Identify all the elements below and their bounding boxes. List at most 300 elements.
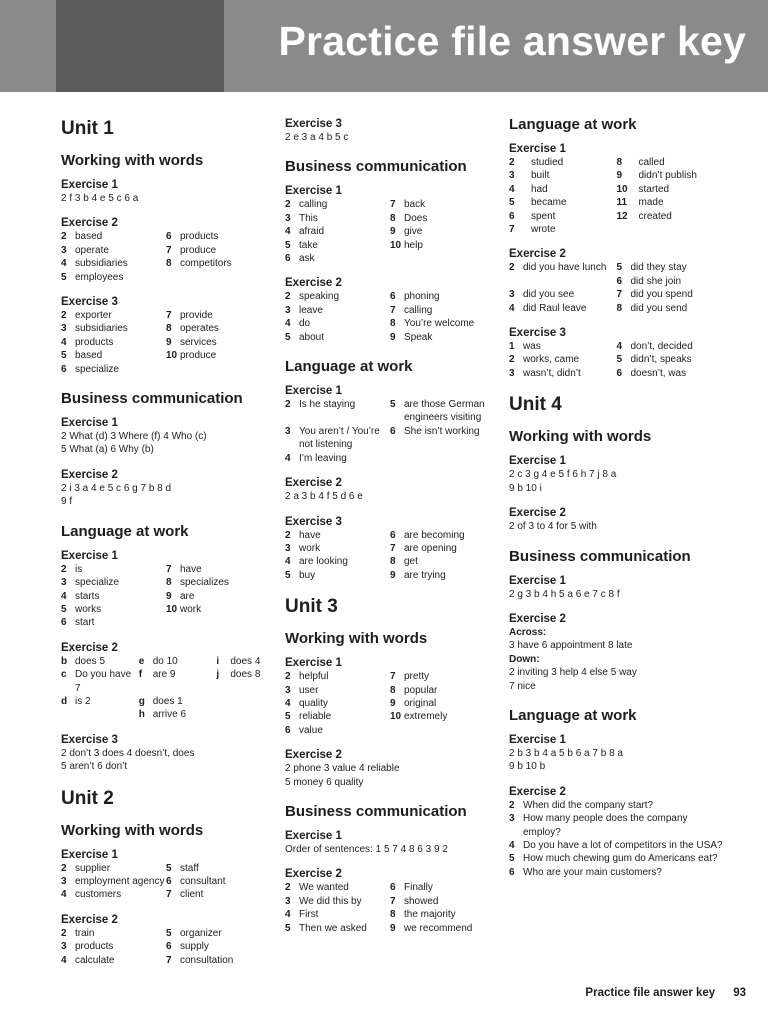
answer-row [61, 875, 271, 888]
item-answer: Speak [404, 331, 433, 343]
answer-item [285, 252, 390, 265]
section-heading: Working with words [509, 428, 652, 446]
item-answer [639, 223, 725, 236]
item-answer: popular [404, 684, 438, 696]
item-answer: extremely [404, 711, 448, 723]
item-answer: user [299, 684, 319, 696]
answer-item [617, 156, 725, 169]
item-number: 5 [509, 197, 515, 209]
item-answer: had [531, 183, 548, 195]
item-answer: provide [180, 310, 213, 322]
item-answer: was [523, 341, 541, 353]
answer-line: 5 money 6 quality [285, 776, 364, 788]
answer-row [61, 927, 271, 940]
answer-row [61, 940, 271, 953]
item-answer: products [180, 231, 219, 243]
item-number: 9 [390, 922, 396, 934]
answer-line: 5 aren’t 6 don’t [61, 761, 128, 773]
answer-line: 2 phone 3 value 4 reliable [285, 763, 400, 775]
answer-item [509, 288, 617, 301]
answer-item [216, 668, 271, 695]
item-number: 3 [285, 425, 291, 437]
item-number: 8 [166, 323, 172, 335]
item-number: 4 [509, 839, 515, 851]
item-answer: start [75, 617, 95, 629]
answer-line: 2 don’t 3 does 4 doesn’t, does [61, 747, 195, 759]
answer-item [390, 529, 495, 542]
answer-row [285, 317, 495, 330]
item-number: 5 [61, 603, 67, 615]
page-footer [585, 987, 746, 999]
answer-item [61, 576, 166, 589]
answer-item [390, 555, 495, 568]
answer-block [61, 430, 271, 457]
item-number: 4 [285, 909, 291, 921]
item-number: 3 [285, 542, 291, 554]
answer-line: 7 nice [509, 680, 536, 692]
answer-grid [285, 398, 495, 465]
section-heading: Working with words [61, 821, 204, 839]
answer-item [166, 309, 271, 322]
answer-item [285, 290, 390, 303]
exercise-label: Exercise 3 [285, 515, 342, 528]
answer-item [285, 398, 390, 425]
answer-row [285, 908, 495, 921]
page-number: 93 [733, 987, 746, 999]
answer-item [509, 169, 617, 182]
item-answer [523, 275, 617, 288]
answer-row [61, 322, 271, 335]
item-answer: Who are your main customers? [523, 866, 662, 878]
answer-item [285, 670, 390, 683]
item-answer [180, 616, 271, 629]
answer-item [61, 336, 166, 349]
answer-row [285, 304, 495, 317]
answer-row [285, 697, 495, 710]
item-answer: did you have lunch [523, 262, 607, 274]
answer-item [166, 940, 271, 953]
answer-row [509, 302, 724, 315]
item-letter: f [138, 669, 143, 681]
answer-item [617, 302, 725, 315]
item-number: 5 [285, 331, 291, 343]
item-answer: She isn’t working [404, 425, 480, 437]
section-heading: Business communication [285, 158, 467, 176]
answer-line: 2 f 3 b 4 e 5 c 6 a [61, 193, 139, 204]
answer-row [285, 569, 495, 582]
section-heading: Business communication [509, 547, 691, 565]
item-number [166, 616, 180, 629]
answer-row [285, 670, 495, 683]
answer-grid [61, 230, 271, 284]
item-number: 9 [166, 336, 172, 348]
answer-row [285, 881, 495, 894]
header-band-dark [56, 0, 224, 92]
item-answer: You aren’t / You’re not listening [299, 425, 380, 451]
item-answer: Finally [404, 882, 433, 894]
answer-item [285, 922, 390, 935]
answer-item [285, 317, 390, 330]
answer-item [166, 954, 271, 967]
answer-row [285, 225, 495, 238]
item-number: 5 [285, 922, 291, 934]
answer-item [285, 684, 390, 697]
answer-row [509, 353, 724, 366]
item-number [166, 363, 180, 376]
item-number: 8 [390, 212, 396, 224]
item-answer: are trying [404, 569, 446, 581]
item-answer: competitors [180, 258, 232, 270]
answer-item [509, 196, 617, 209]
item-number: 6 [166, 941, 172, 953]
item-answer: we recommend [404, 922, 473, 934]
item-number: 6 [166, 231, 172, 243]
item-answer [75, 708, 139, 721]
unit-title: Unit 4 [509, 394, 562, 416]
answer-item [390, 212, 495, 225]
item-number: 2 [285, 199, 291, 211]
section-heading: Business communication [61, 390, 243, 408]
item-number [390, 724, 404, 737]
exercise-label: Exercise 2 [509, 612, 566, 625]
exercise-label: Exercise 1 [509, 733, 566, 746]
answer-line: 3 have 6 appointment 8 late [509, 640, 633, 652]
answer-item [390, 542, 495, 555]
item-answer: are becoming [404, 529, 465, 541]
item-number: 3 [61, 244, 67, 256]
answer-row [61, 244, 271, 257]
item-answer: quality [299, 697, 328, 709]
exercise-label: Exercise 1 [509, 455, 566, 468]
answer-row [61, 349, 271, 362]
answer-item [216, 708, 271, 721]
answer-row [509, 799, 724, 812]
answer-item [390, 881, 495, 894]
footer-label: Practice file answer key [585, 987, 716, 999]
item-number: 10 [390, 711, 402, 723]
answer-item [61, 616, 166, 629]
section-heading: Language at work [509, 706, 637, 724]
answer-line: Order of sentences: 1 5 7 4 8 6 3 9 2 [285, 843, 448, 855]
item-number: 4 [509, 183, 515, 195]
answer-row [61, 590, 271, 603]
answer-item [285, 198, 390, 211]
section-heading: Language at work [285, 358, 413, 376]
item-answer: does 1 [152, 695, 183, 707]
item-number: 9 [390, 697, 396, 709]
answer-item [390, 670, 495, 683]
answer-item [285, 555, 390, 568]
item-number: 7 [390, 199, 396, 211]
item-answer: are looking [299, 556, 348, 568]
answer-line: 9 b 10 b [509, 761, 546, 773]
exercise-label: Exercise 2 [285, 868, 342, 881]
item-answer: help [404, 239, 423, 251]
answer-item [390, 239, 495, 252]
answer-row [509, 210, 724, 223]
item-letter: g [138, 695, 145, 707]
item-answer: subsidiaries [75, 323, 128, 335]
exercise-label: Exercise 1 [61, 549, 118, 562]
item-answer: did you send [630, 302, 688, 314]
answer-row [509, 183, 724, 196]
exercise-label: Exercise 2 [509, 507, 566, 520]
answer-item [166, 563, 271, 576]
item-number: 6 [509, 866, 515, 878]
item-letter: e [138, 655, 145, 667]
item-answer: arrive 6 [152, 709, 187, 721]
answer-block [285, 762, 495, 789]
item-number: 5 [166, 862, 172, 874]
item-answer: We wanted [299, 882, 349, 894]
crossword-across-label: Across: [509, 626, 547, 638]
item-answer: value [299, 724, 323, 736]
answer-item [139, 708, 217, 721]
answer-item [390, 724, 495, 737]
exercise-label: Exercise 2 [61, 468, 118, 481]
section-heading: Language at work [509, 116, 637, 133]
exercise-label: Exercise 3 [61, 296, 118, 309]
answer-row [509, 852, 724, 865]
answer-list [509, 799, 724, 879]
answer-row [509, 367, 724, 380]
answer-row [61, 888, 271, 901]
answer-item [509, 156, 617, 169]
item-number: 4 [285, 697, 291, 709]
answer-item [617, 183, 725, 196]
item-answer: don’t, decided [630, 341, 693, 353]
item-answer: do [299, 318, 311, 330]
item-answer: specialize [75, 363, 119, 375]
item-answer: Then we asked [299, 922, 367, 934]
item-number: 6 [61, 617, 67, 629]
answer-grid [61, 309, 271, 376]
item-number: 12 [616, 210, 628, 222]
item-answer: did they stay [630, 262, 687, 274]
item-number: 6 [390, 291, 396, 303]
answer-row [509, 275, 724, 288]
item-number: 4 [285, 556, 291, 568]
answer-line: 2 i 3 a 4 e 5 c 6 g 7 b 8 d [61, 482, 172, 494]
item-answer: did she join [630, 275, 682, 287]
answer-row [61, 576, 271, 589]
answer-block [509, 626, 724, 693]
answer-row [61, 954, 271, 967]
answer-row [285, 239, 495, 252]
item-number: 2 [509, 354, 515, 366]
answer-item [390, 922, 495, 935]
unit-title: Unit 2 [61, 787, 114, 809]
item-answer: became [531, 197, 567, 209]
answer-item [166, 875, 271, 888]
item-answer: Do you have 7 [75, 669, 132, 694]
answer-item [285, 529, 390, 542]
answer-row [61, 603, 271, 616]
item-number: 7 [390, 671, 396, 683]
item-answer: supply [180, 941, 209, 953]
answer-row [61, 616, 271, 629]
answer-row [61, 668, 271, 695]
item-number: 3 [509, 289, 515, 301]
item-number: 9 [390, 226, 396, 238]
answer-item [285, 881, 390, 894]
item-answer: are opening [404, 542, 457, 554]
item-answer: works [75, 603, 102, 615]
answer-item [61, 655, 139, 668]
item-answer: subsidiaries [75, 258, 128, 270]
answer-row [285, 922, 495, 935]
answer-item [390, 198, 495, 211]
item-answer: take [299, 239, 318, 251]
item-number: 4 [61, 590, 67, 602]
item-answer: customers [75, 889, 122, 901]
answer-row [285, 212, 495, 225]
item-answer: didn’t publish [638, 170, 697, 182]
item-number: 2 [285, 882, 291, 894]
answer-item [61, 954, 166, 967]
answer-item [509, 353, 617, 366]
item-number: 6 [61, 363, 67, 375]
item-answer: supplier [75, 862, 111, 874]
item-number [390, 452, 404, 465]
item-answer: give [404, 226, 423, 238]
item-answer: organizer [180, 927, 222, 939]
answer-row [509, 866, 724, 879]
item-number: 5 [285, 239, 291, 251]
item-answer [180, 363, 271, 376]
item-number: 2 [61, 563, 67, 575]
item-answer: operates [180, 323, 219, 335]
item-answer: are 9 [152, 669, 176, 681]
item-answer: wasn’t, didn’t [523, 367, 581, 379]
item-answer: get [404, 556, 418, 568]
item-number: 3 [285, 304, 291, 316]
item-answer: did you see [523, 289, 575, 301]
answer-item [285, 239, 390, 252]
answer-item [216, 655, 271, 668]
crossword-down-label: Down: [509, 653, 540, 665]
item-answer: does 8 [230, 669, 261, 681]
item-letter: h [138, 709, 145, 721]
item-number: 5 [616, 262, 623, 274]
page-title: Practice file answer key [278, 18, 746, 64]
item-number [617, 223, 639, 236]
item-number: 7 [166, 563, 172, 575]
item-number: 9 [390, 569, 396, 581]
item-number: 8 [166, 258, 172, 270]
answer-row [61, 708, 271, 721]
item-answer: I’m leaving [299, 452, 347, 464]
answer-row [61, 655, 271, 668]
answer-item [166, 927, 271, 940]
item-number: 7 [166, 310, 172, 322]
answer-grid [61, 563, 271, 630]
answer-item [166, 271, 271, 284]
answer-grid [509, 156, 724, 236]
item-number: 2 [285, 671, 291, 683]
unit-title: Unit 1 [61, 118, 114, 139]
item-letter: j [216, 669, 220, 681]
item-number: 5 [166, 927, 172, 939]
item-answer [230, 695, 271, 708]
item-number [166, 271, 180, 284]
section-heading: Working with words [285, 630, 428, 648]
item-answer: calculate [75, 954, 115, 966]
section-heading: Working with words [61, 152, 204, 169]
answer-item [285, 569, 390, 582]
answer-item [617, 169, 725, 182]
answer-line: 5 What (a) 6 Why (b) [61, 444, 154, 456]
exercise-label: Exercise 1 [285, 385, 342, 398]
answer-row [509, 196, 724, 209]
item-number: 3 [61, 941, 67, 953]
answer-item [166, 590, 271, 603]
answer-block [61, 747, 271, 774]
item-answer: wrote [531, 224, 556, 236]
item-answer: calling [299, 199, 328, 211]
answer-item [139, 695, 217, 708]
answer-item [617, 261, 725, 274]
answer-line: 2 g 3 b 4 h 5 a 6 e 7 c 8 f [509, 588, 620, 600]
answer-item [285, 697, 390, 710]
item-number: 5 [285, 569, 291, 581]
answer-item [61, 590, 166, 603]
item-answer: the majority [404, 909, 456, 921]
answer-item [139, 668, 217, 695]
answer-item [509, 302, 617, 315]
answer-item [61, 708, 139, 721]
item-number: 9 [166, 590, 172, 602]
item-answer: produce [180, 244, 217, 256]
item-answer: When did the company start? [523, 799, 654, 811]
answer-row [509, 288, 724, 301]
answer-row [285, 398, 495, 425]
answer-grid [61, 927, 271, 967]
exercise-label: Exercise 3 [285, 118, 342, 130]
answer-row [509, 812, 724, 839]
item-answer [404, 724, 495, 737]
answer-item [61, 603, 166, 616]
answer-block [61, 482, 271, 509]
item-answer: specialize [75, 577, 119, 589]
answer-row [509, 156, 724, 169]
answer-item [617, 288, 725, 301]
item-answer: spent [531, 210, 556, 222]
item-number: 4 [61, 258, 67, 270]
answer-block [509, 468, 724, 495]
item-number: 5 [61, 350, 67, 362]
item-number: 2 [61, 862, 67, 874]
answer-item [61, 244, 166, 257]
answer-row [509, 169, 724, 182]
item-letter: i [216, 655, 220, 667]
exercise-label: Exercise 1 [285, 829, 342, 842]
item-number: 2 [285, 291, 291, 303]
answer-item [617, 210, 725, 223]
item-number: 7 [616, 289, 623, 301]
answer-row [285, 895, 495, 908]
item-answer: did you spend [630, 289, 693, 301]
exercise-label: Exercise 2 [509, 248, 566, 261]
item-answer: showed [404, 895, 439, 907]
answer-row [61, 563, 271, 576]
item-answer: How many people does the company employ? [523, 813, 688, 838]
item-number: 8 [390, 556, 396, 568]
item-number: 6 [285, 724, 291, 736]
item-answer [180, 271, 271, 284]
answer-item [166, 888, 271, 901]
answer-row [509, 839, 724, 852]
